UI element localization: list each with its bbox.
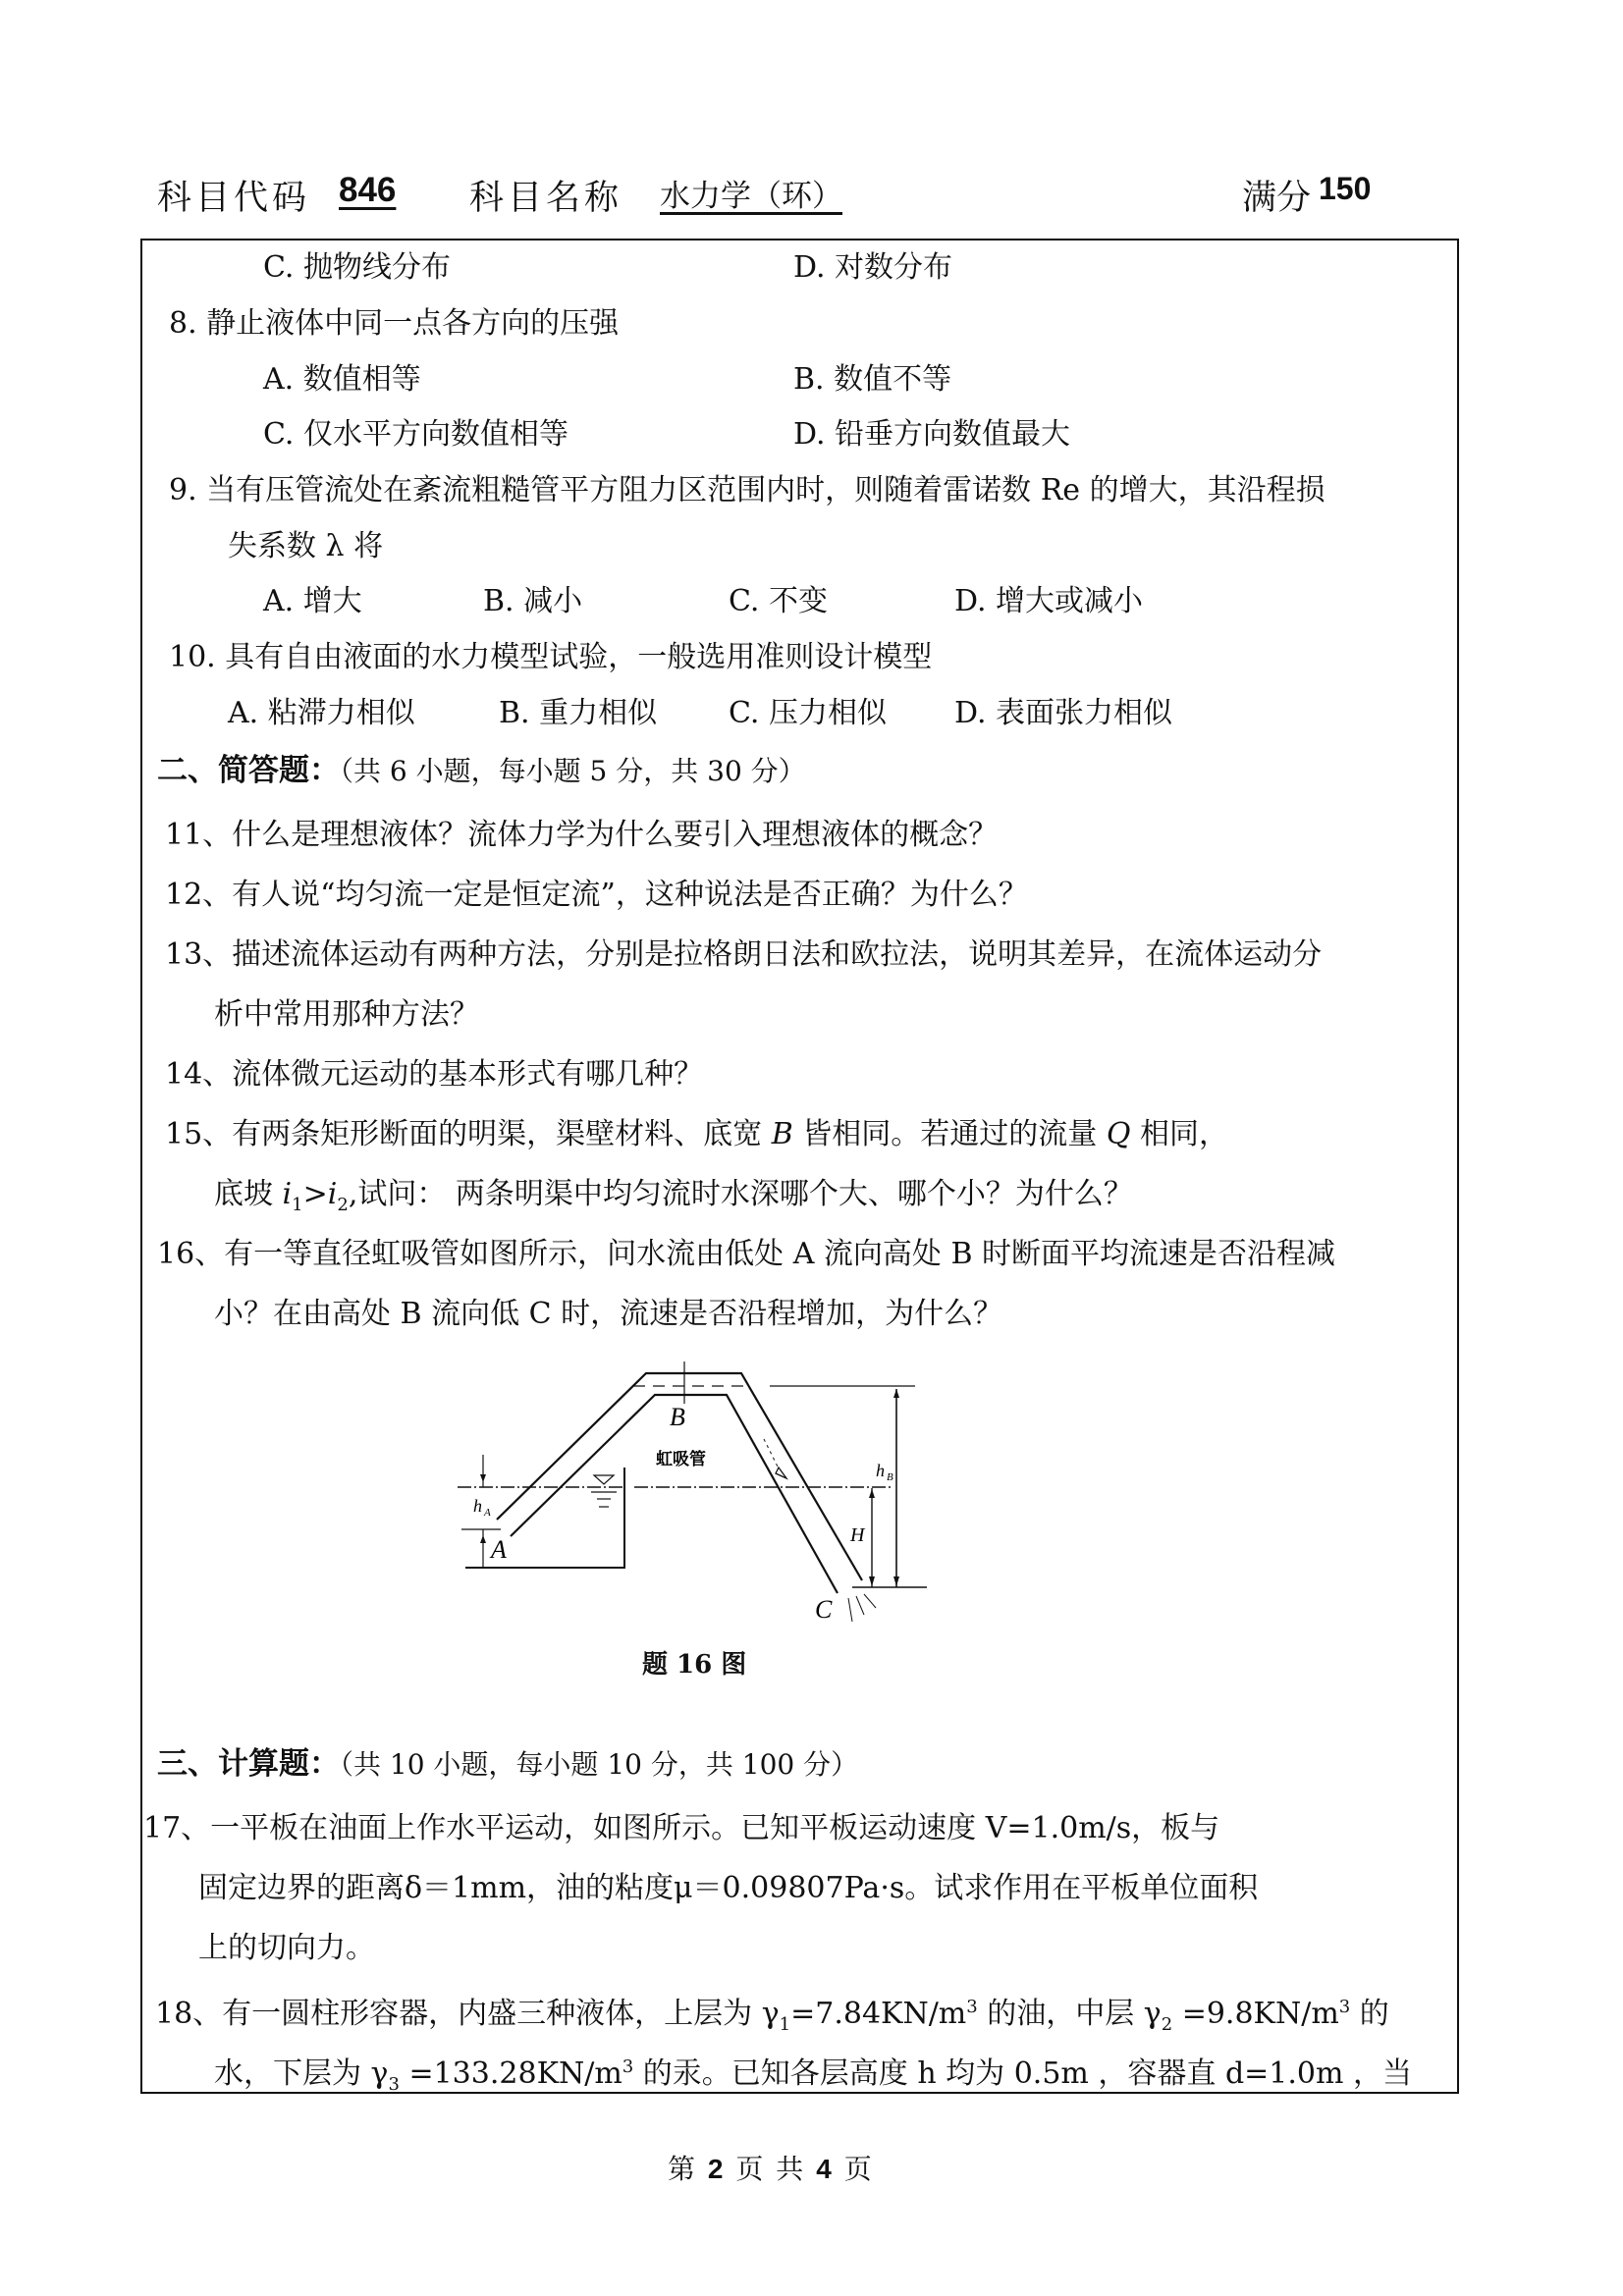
q17-line2: 固定边界的距离δ＝1mm，油的粘度μ＝0.09807Pa·s。试求作用在平板单位面积	[198, 1871, 1259, 1905]
q9-stem-line2: 失系数 λ 将	[228, 529, 384, 563]
q12-text: 12、有人说“均匀流一定是恒定流”，这种说法是否正确？为什么？	[165, 878, 1028, 912]
q8-option-d: D. 铅垂方向数值最大	[793, 417, 1071, 452]
q9-option-a: A. 增大	[263, 584, 362, 618]
label-ha: h	[473, 1496, 482, 1516]
label-b: B	[670, 1403, 685, 1431]
q18-text: 的	[1350, 1997, 1389, 2031]
q18-text: =9.8KN/m	[1172, 1997, 1339, 2031]
q10-option-c: C. 压力相似	[729, 696, 887, 730]
page-number: 2	[707, 2154, 726, 2184]
q15-text: 相同，	[1130, 1117, 1228, 1151]
label-ha-sub: A	[484, 1507, 491, 1519]
q13-line2: 析中常用那种方法？	[214, 997, 479, 1032]
q8-option-a: A. 数值相等	[263, 362, 421, 397]
q15-var-q: Q	[1106, 1117, 1131, 1151]
q14-text: 14、流体微元运动的基本形式有哪几种？	[165, 1057, 704, 1092]
q9-stem-line1: 9. 当有压管流处在紊流粗糙管平方阻力区范围内时，则随着雷诺数 Re 的增大，其沿程损	[169, 473, 1325, 507]
footer-prefix: 第	[668, 2153, 698, 2185]
q18-sub: 3	[388, 2074, 400, 2095]
q15-text: 15、有两条矩形断面的明渠，渠壁材料、底宽	[165, 1117, 772, 1151]
subject-name-label: 科目名称	[469, 179, 623, 218]
section3-title: 三、计算题：	[157, 1746, 340, 1782]
q8-option-b: B. 数值不等	[793, 362, 952, 397]
label-a: A	[491, 1535, 507, 1564]
q18-text: 水，下层为 γ	[214, 2056, 389, 2091]
q15-var-i2: i	[327, 1177, 338, 1211]
q15-line2	[214, 1177, 1133, 1215]
section3-heading	[157, 1746, 859, 1782]
q11-text: 11、什么是理想液体？流体力学为什么要引入理想液体的概念？	[165, 818, 999, 852]
q18-text: =7.84KN/m	[790, 1997, 967, 2031]
q18-text: 的汞。已知各层高度 h 均为 0.5m ，容器直 d=1.0m ，当	[633, 2056, 1412, 2091]
q18-text: =133.28KN/m	[399, 2056, 622, 2091]
section3-desc: （共 10 小题，每小题 10 分，共 100 分）	[340, 1748, 859, 1781]
q18-sup: 3	[622, 2056, 634, 2077]
q8-stem: 8. 静止液体中同一点各方向的压强	[169, 306, 620, 341]
q10-option-d: D. 表面张力相似	[954, 696, 1173, 730]
subject-name: 水力学（环）	[660, 179, 842, 214]
subject-code: 846	[339, 171, 397, 209]
q13-line1: 13、描述流体运动有两种方法，分别是拉格朗日法和欧拉法，说明其差异，在流体运动分	[165, 937, 1323, 972]
q18-sup: 3	[966, 1997, 978, 2017]
section2-heading	[157, 753, 806, 788]
q7-option-c: C. 抛物线分布	[263, 250, 451, 285]
total-pages: 4	[816, 2154, 834, 2184]
q18-sup: 3	[1338, 1997, 1351, 2017]
figure16-caption: 题 16 图	[642, 1650, 747, 1680]
exam-header	[157, 165, 1394, 224]
q15-var-b: B	[771, 1117, 793, 1151]
section2-title: 二、简答题：	[157, 753, 340, 788]
label-siphon: 虹吸管	[656, 1450, 706, 1468]
q9-option-b: B. 减小	[483, 584, 583, 618]
q8-option-c: C. 仅水平方向数值相等	[263, 417, 568, 452]
q15-text: ,试问： 两条明渠中均匀流时水深哪个大、哪个小？为什么？	[348, 1177, 1133, 1211]
q10-option-b: B. 重力相似	[499, 696, 658, 730]
q15-sub: 2	[337, 1195, 349, 1215]
q15-sub: 1	[292, 1195, 303, 1215]
q18-sub: 2	[1161, 2014, 1173, 2035]
section2-desc: （共 6 小题，每小题 5 分，共 30 分）	[340, 755, 806, 787]
subject-code-label: 科目代码	[157, 179, 311, 218]
q10-option-a: A. 粘滞力相似	[228, 696, 415, 730]
label-c: C	[815, 1595, 833, 1624]
q9-option-c: C. 不变	[729, 584, 828, 618]
q15-text: 底坡	[214, 1177, 283, 1211]
q16-line2: 小？在由高处 B 流向低 C 时，流速是否沿程增加，为什么？	[214, 1297, 1003, 1331]
q17-line1: 17、一平板在油面上作水平运动，如图所示。已知平板运动速度 V=1.0m/s，板与	[143, 1811, 1220, 1845]
q17-line3: 上的切向力。	[198, 1931, 375, 1965]
q15-line1	[165, 1117, 1228, 1151]
footer-mid: 页 共	[735, 2153, 806, 2185]
q18-line1	[155, 1999, 1389, 2034]
footer-suffix: 页	[843, 2153, 874, 2185]
label-h: H	[850, 1524, 865, 1546]
q15-var-i1: i	[282, 1177, 293, 1211]
q15-text: >	[302, 1177, 328, 1211]
q18-line2	[214, 2058, 1412, 2094]
q16-line1: 16、有一等直径虹吸管如图所示，问水流由低处 A 流向高处 B 时断面平均流速是否沿程减	[157, 1237, 1336, 1271]
q10-stem: 10. 具有自由液面的水力模型试验，一般选用准则设计模型	[169, 640, 933, 674]
q7-option-d: D. 对数分布	[793, 250, 953, 285]
q15-text: 皆相同。若通过的流量	[792, 1117, 1107, 1151]
label-hb-sub: B	[887, 1471, 893, 1483]
q18-text: 18、有一圆柱形容器，内盛三种液体，上层为 γ	[155, 1997, 780, 2031]
q18-text: 的油，中层 γ	[977, 1997, 1162, 2031]
siphon-diagram	[452, 1345, 943, 1639]
full-score: 150	[1319, 171, 1372, 206]
full-score-label: 满分	[1242, 179, 1312, 218]
label-hb: h	[876, 1461, 885, 1480]
q9-option-d: D. 增大或减小	[954, 584, 1144, 618]
q18-sub: 1	[779, 2014, 791, 2035]
page-footer	[668, 2148, 874, 2187]
